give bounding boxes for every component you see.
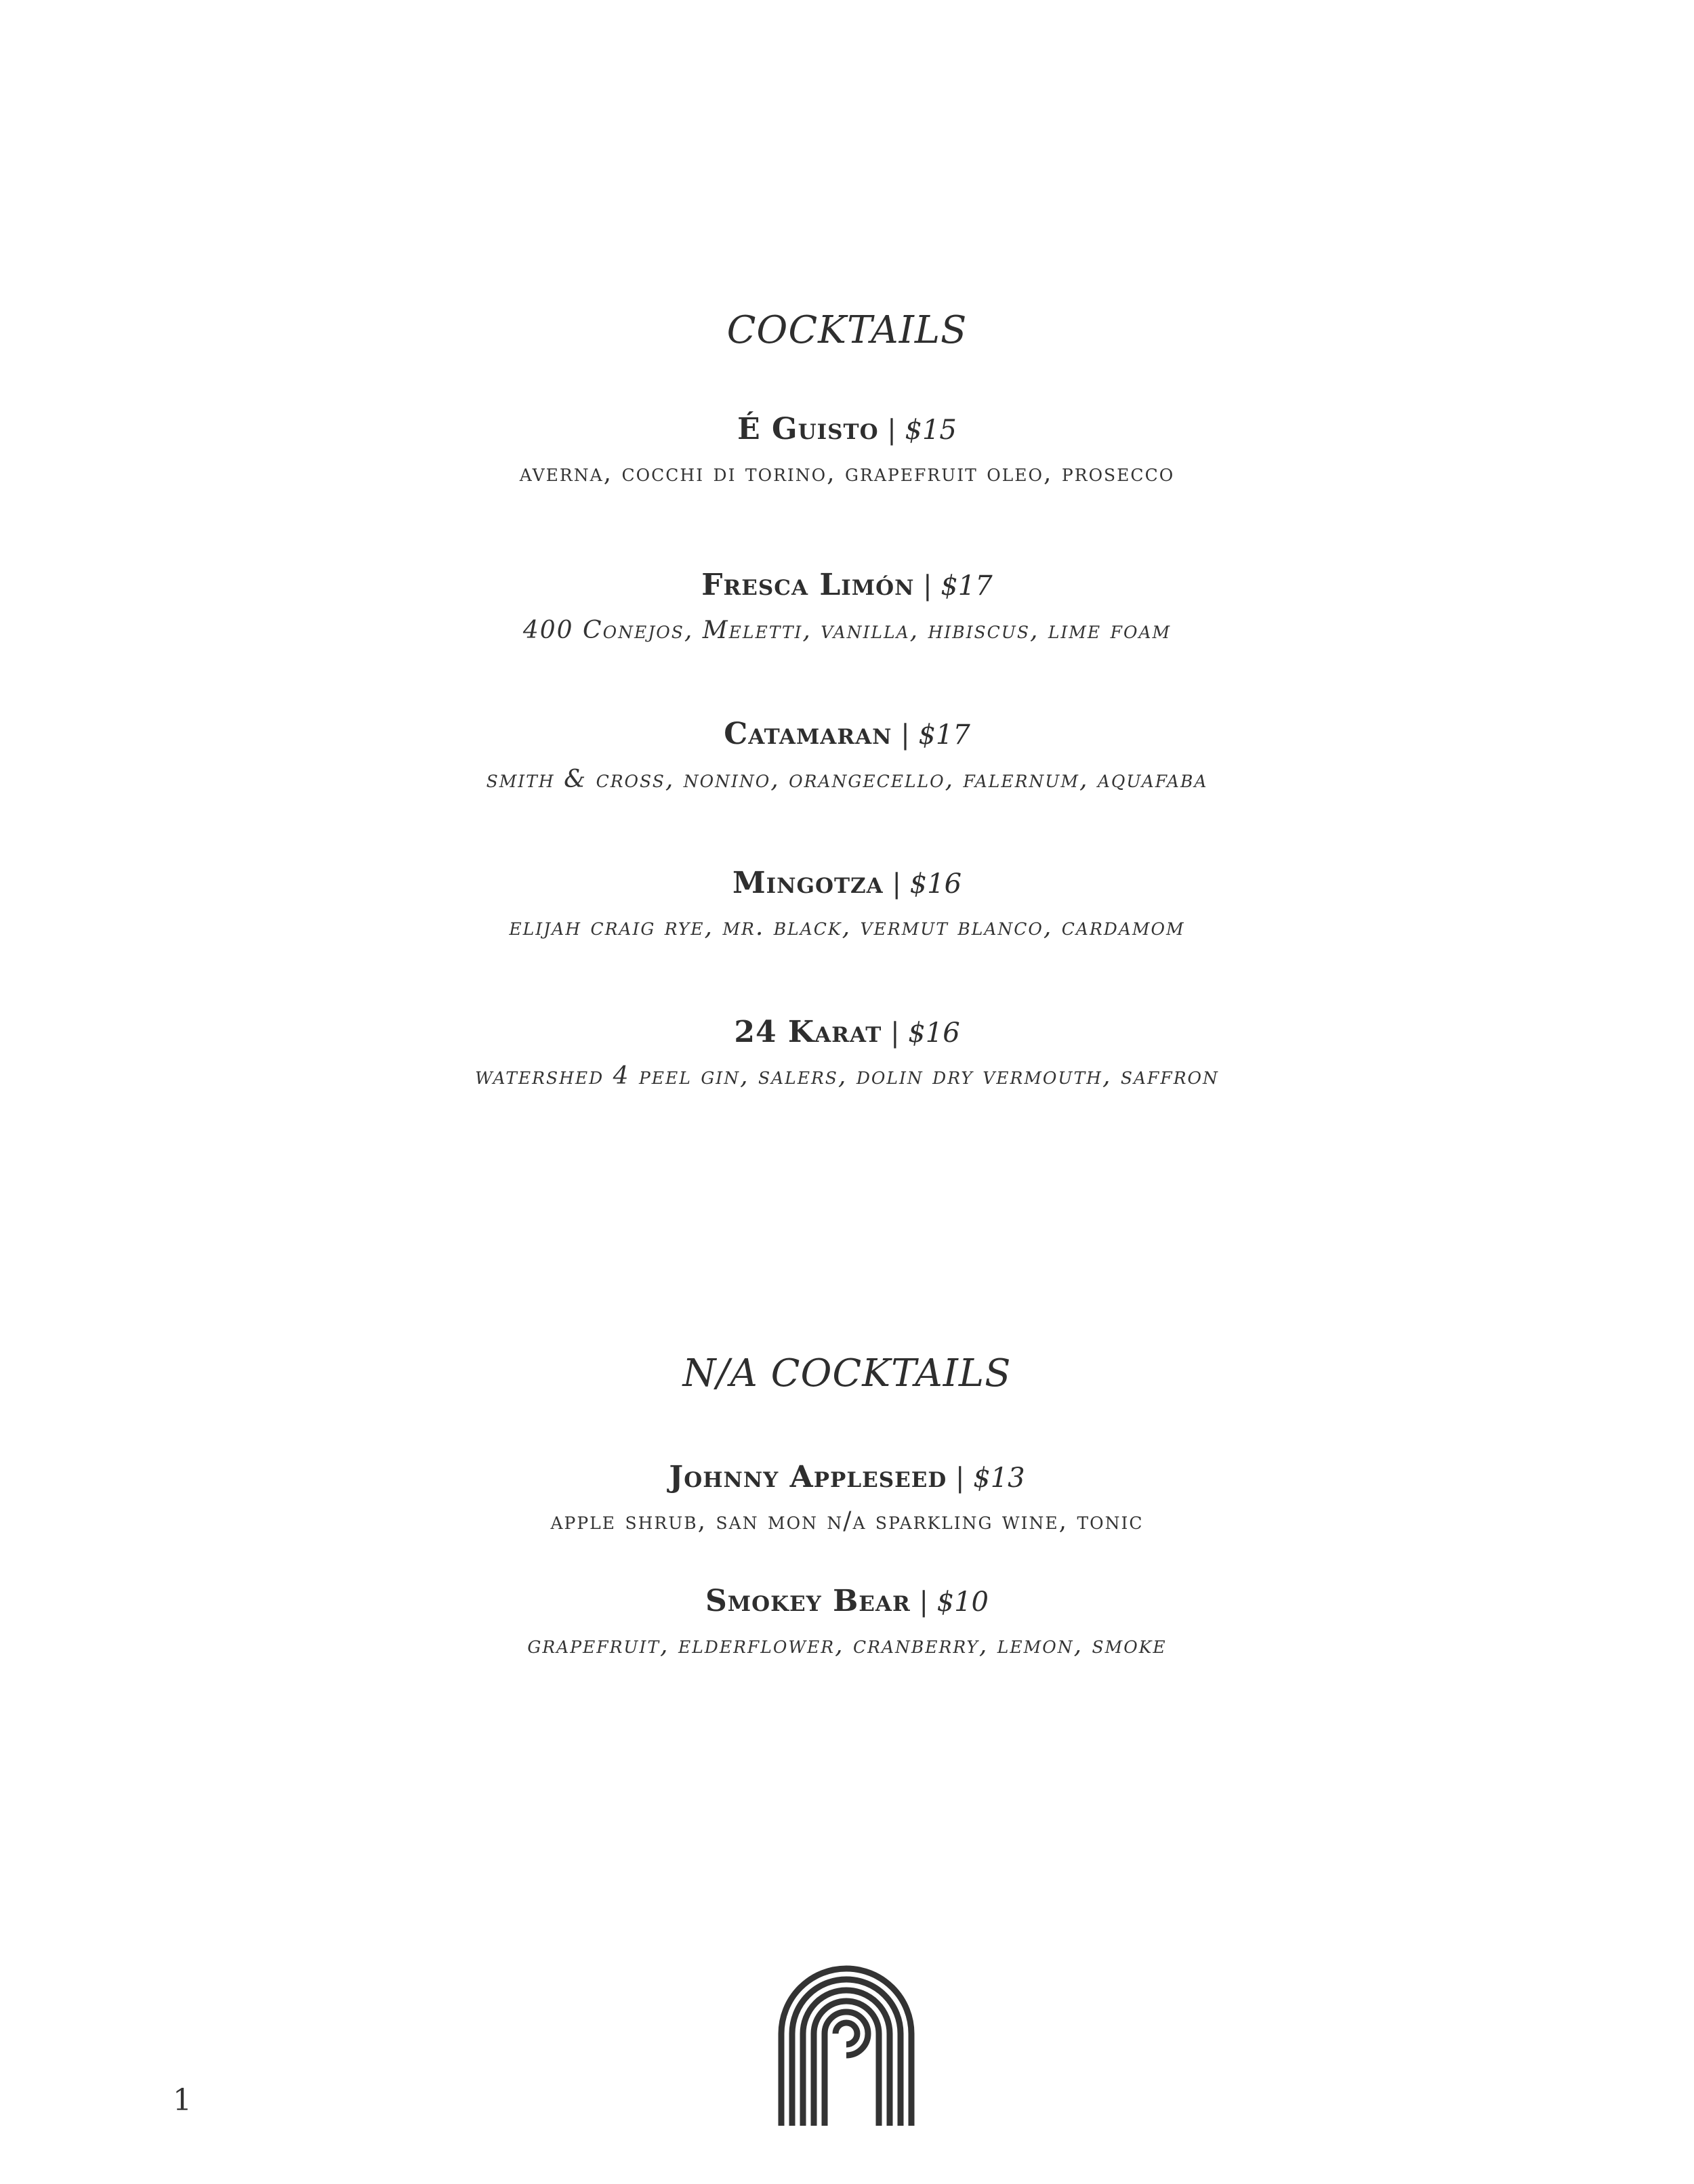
item-price: $15 [905,415,957,446]
item-name: Smokey Bear [705,1584,911,1618]
item-description: smith & cross, nonino, orangecello, falernum, aquafaba [486,765,1208,793]
menu-item-title [0,866,1694,900]
item-separator: | [955,1463,965,1494]
arched-p-logo-icon [776,1963,917,2126]
item-price: $17 [918,719,970,751]
item-description: watershed 4 peel gin, salers, dolin dry vermouth, saffron [475,1062,1219,1090]
item-description: grapefruit, elderflower, cranberry, lemon, smoke [527,1631,1167,1659]
menu-item-title [0,1015,1694,1049]
item-description: elijah craig rye, mr. black, vermut blanco, cardamom [509,913,1185,941]
item-separator: | [890,1017,900,1049]
item-separator: | [887,415,896,446]
item-separator: | [923,570,932,602]
menu-item-title [0,717,1694,751]
item-price: $13 [973,1463,1025,1494]
item-name: Catamaran [724,717,892,751]
cocktails-heading: COCKTAILS [726,308,968,352]
item-price: $10 [936,1587,989,1618]
menu-item-title [0,412,1694,446]
item-separator: | [901,719,910,751]
item-description: averna, cocchi di torino, grapefruit oleo, prosecco [519,459,1175,487]
item-price: $16 [908,1017,960,1049]
page-number: 1 [173,2083,192,2118]
menu-item-title [0,1584,1694,1618]
item-price: $17 [941,570,993,602]
item-name: 24 Karat [734,1015,882,1049]
item-separator: | [892,868,901,900]
na-cocktails-heading: N/A COCKTAILS [682,1351,1012,1395]
menu-item-title [0,568,1694,602]
item-name: Mingotza [732,866,884,900]
item-description: 400 Conejos, Meletti, vanilla, hibiscus, lime foam [522,616,1172,644]
item-name: Fresca Limón [701,568,915,602]
item-name: É Guisto [737,412,879,446]
item-description: apple shrub, san mon n/a sparkling wine, tonic [550,1507,1144,1535]
item-price: $16 [909,868,962,900]
item-name: Johnny Appleseed [669,1460,947,1494]
menu-item-title [0,1460,1694,1494]
item-separator: | [919,1587,928,1618]
